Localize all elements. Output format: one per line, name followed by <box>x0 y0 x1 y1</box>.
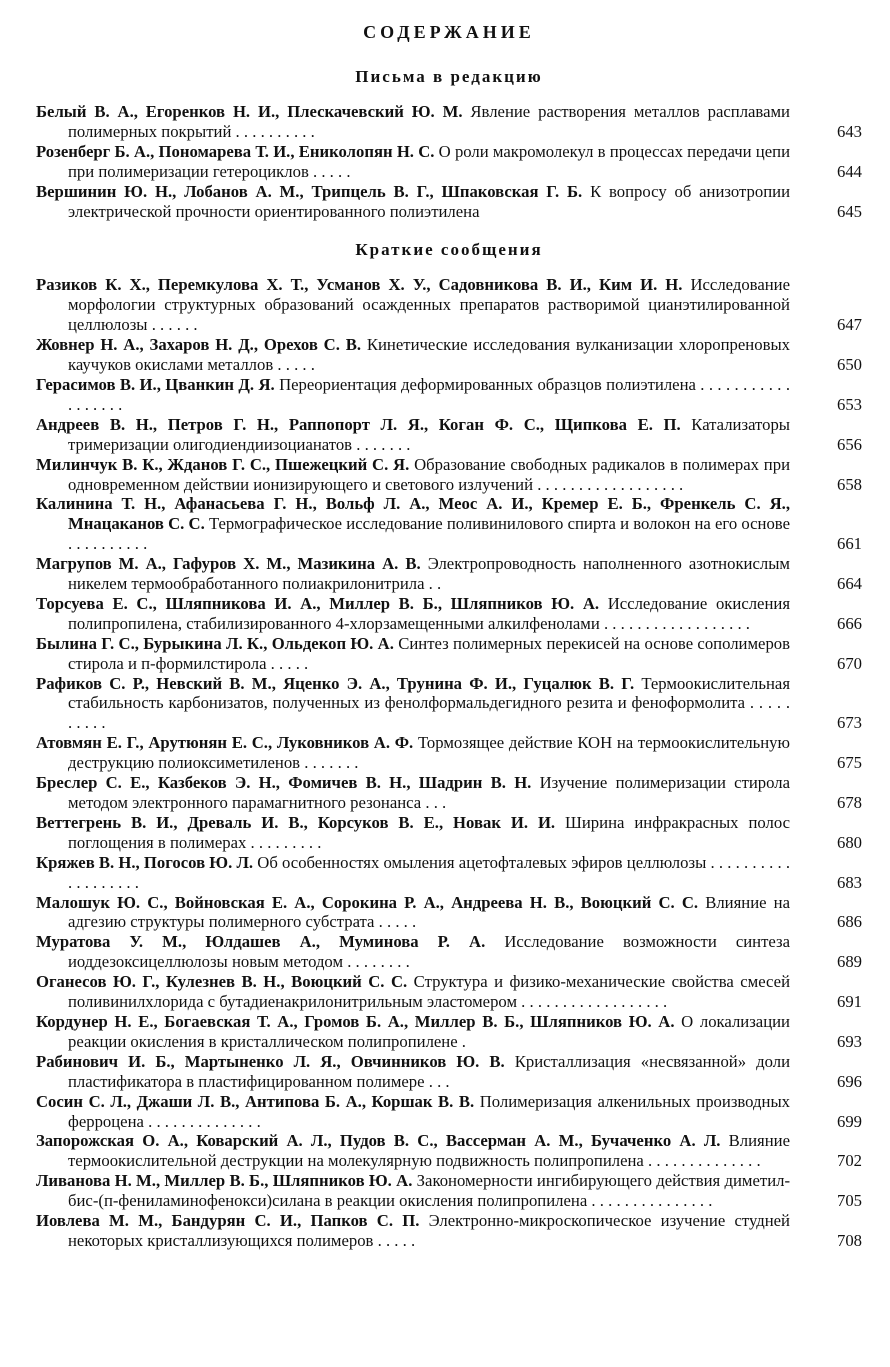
toc-entry-page-number: 696 <box>836 1071 862 1091</box>
toc-entry-title: Кинетические исследования вулканизации хлоропреновых каучуков окислами металлов . . . . . <box>68 335 791 375</box>
toc-entry-text <box>36 1092 818 1132</box>
toc-entry <box>36 1052 862 1092</box>
toc-entry-page-number: 708 <box>836 1230 862 1250</box>
toc-entry-page-number: 656 <box>836 434 862 454</box>
section-letters <box>36 66 862 221</box>
toc-entry <box>36 674 862 734</box>
toc-entry <box>36 1092 862 1132</box>
toc-entry-authors: Торсуева Е. С., Шляпникова И. А., Миллер В. Б., Шляпников Ю. А. <box>36 593 600 613</box>
toc-entry-title: Исследование возможности синтеза иоддезоксицеллюлозы новым методом . . . . . . . . <box>68 932 790 972</box>
toc-entry-authors: Атовмян Е. Г., Арутюнян Е. С., Луковников А. Ф. <box>36 733 414 753</box>
toc-entry-authors: Веттегрень В. И., Древаль И. В., Корсуков В. Е., Новак И. И. <box>36 812 556 832</box>
toc-entry-authors: Рафиков С. Р., Невский В. М., Яценко Э. А., Трунина Ф. И., Гуцалюк В. Г. <box>36 673 635 693</box>
toc-entry-page-number: 643 <box>836 121 862 141</box>
toc-entry-page-number: 645 <box>836 201 862 221</box>
toc-entry-text <box>36 554 818 594</box>
toc-entry-text <box>36 773 818 813</box>
toc-entry-text <box>36 1131 818 1171</box>
toc-entry <box>36 1012 862 1052</box>
toc-entry-text <box>36 275 818 335</box>
toc-entry-page-number: 689 <box>836 952 862 972</box>
toc-entry-title: Исследование морфологии структурных образований осажденных препаратов растворимой цианэтилированной целлюлозы . . . . . . <box>68 275 790 335</box>
toc-entry <box>36 494 862 554</box>
toc-entry <box>36 972 862 1012</box>
page-title: СОДЕРЖАНИЕ <box>363 22 535 42</box>
toc-entry-authors: Магрупов М. А., Гафуров Х. М., Мазикина А. В. <box>36 554 421 574</box>
toc-entry-title: Влияние на адгезию структуры полимерного субстрата . . . . . <box>68 892 791 932</box>
toc-entry <box>36 813 862 853</box>
toc-entry-authors: Малошук Ю. С., Войновская Е. А., Сорокина Р. А., Андреева Н. В., Воюцкий С. С. <box>36 892 699 912</box>
section-title-letters: Письма в редакцию <box>355 67 543 86</box>
toc-entry-title: Электронно-микроскопическое изучение студней некоторых кристаллизующихся полимеров . . . . . <box>68 1211 790 1250</box>
toc-entry-text <box>36 1171 818 1211</box>
toc-entry-page-number: 686 <box>836 912 862 932</box>
toc-entry-page-number: 650 <box>836 355 862 375</box>
toc-entry-authors: Милинчук В. К., Жданов Г. С., Пшежецкий С. Я. <box>36 454 410 474</box>
toc-entry-text <box>36 733 818 773</box>
toc-entry-text <box>36 102 818 142</box>
toc-entry-authors: Муратова У. М., Юлдашев А., Муминова Р. А. <box>36 932 486 952</box>
toc-entry <box>36 733 862 773</box>
toc-entry <box>36 932 862 972</box>
toc-entry <box>36 634 862 674</box>
toc-entry-title: Переориентация деформированных образцов полиэтилена . . . . . . . . . . . . . . . . . . <box>68 374 790 414</box>
toc-entry-title: Электропроводность наполненного азотнокислым никелем термообработанного полиакрилонитрила . . <box>68 554 790 594</box>
toc-entry-authors: Оганесов Ю. Г., Кулезнев В. Н., Воюцкий С. С. <box>36 972 408 992</box>
toc-entry <box>36 853 862 893</box>
toc-entry-page-number: 666 <box>836 613 862 633</box>
toc-entry-authors: Герасимов В. И., Цванкин Д. Я. <box>36 374 275 394</box>
toc-entry-page-number: 702 <box>836 1151 862 1171</box>
toc-entry-title: Кристаллизация «несвязанной» доли пластификатора в пластифицированном полимере . . . <box>68 1051 791 1091</box>
toc-entry-text <box>36 813 818 853</box>
toc-entry-title: Изучение полимеризации стирола методом электронного парамагнитного резонанса . . . <box>68 773 790 812</box>
toc-entry-text <box>36 494 818 554</box>
toc-entry-page-number: 693 <box>836 1031 862 1051</box>
toc-entry-page-number: 661 <box>836 534 862 554</box>
toc-entry-text <box>36 142 818 182</box>
toc-entry-page-number: 678 <box>836 793 862 812</box>
toc-entry-page-number: 673 <box>836 713 862 733</box>
toc-entry-page-number: 670 <box>836 653 862 673</box>
toc-entry-text <box>36 972 818 1012</box>
section-title-short-communications: Краткие сообщения <box>355 240 543 260</box>
toc-entry-title: Исследование окисления полипропилена, стабилизированного 4-хлорзамещенными алкилфенолами . . . . . . . . . . . . . . . . . . <box>68 593 790 633</box>
toc-entry <box>36 1171 862 1211</box>
toc-entry-title: Тормозящее действие КОН на термоокислительную деструкцию полиоксиметиленов . . . . . . . <box>68 733 790 773</box>
toc-entry <box>36 335 862 375</box>
toc-entry-page-number: 644 <box>836 161 862 181</box>
toc-entry-title: К вопросу об анизотропии электрической прочности ориентированного полиэтилена <box>68 181 791 221</box>
toc-entry-title: Влияние термоокислительной деструкции на молекулярную подвижность полипропилена . . . . . . . . . . . . . . <box>68 1131 791 1171</box>
toc-entry-page-number: 664 <box>836 574 862 594</box>
toc-entry <box>36 594 862 634</box>
entry-list <box>36 102 862 221</box>
toc-entry <box>36 1211 862 1251</box>
toc-entry-text <box>36 335 818 375</box>
toc-entry-title: Термоокислительная стабильность карбонизатов, полученных из фенолформальдегидного резита и феноформолита . . . . . . . . . . <box>68 673 790 733</box>
toc-entry-text <box>36 674 818 734</box>
toc-entry-title: Синтез полимерных перекисей на основе сополимеров стирола и п-формилстирола . . . . . <box>68 633 791 673</box>
toc-entry-title: О роли макромолекул в процессах передачи цепи при полимеризации гетероциклов . . . . . <box>68 141 791 181</box>
toc-entry-text <box>36 375 818 415</box>
toc-entry-authors: Калинина Т. Н., Афанасьева Г. Н., Вольф Л. А., Меос А. И., Кремер Е. Б., Френкель С. Я., Мнацаканов С. С. <box>36 494 790 534</box>
toc-entry-page-number: 705 <box>836 1191 862 1211</box>
toc-entry-authors: Жовнер Н. А., Захаров Н. Д., Орехов С. В. <box>36 335 362 355</box>
toc-entry-authors: Бреслер С. Е., Казбеков Э. Н., Фомичев В. Н., Шадрин В. Н. <box>36 773 532 793</box>
toc-entry <box>36 182 862 222</box>
toc-entry-page-number: 683 <box>836 872 862 892</box>
toc-entry-title: Образование свободных радикалов в полимерах при одновременном действии ионизирующего и светового излучений . . . . . . . . . . . . . . . . . . <box>68 454 791 494</box>
toc-entry-authors: Андреев В. Н., Петров Г. Н., Раппопорт Л. Я., Коган Ф. С., Щипкова Е. П. <box>36 414 681 434</box>
toc-entry-authors: Рабинович И. Б., Мартыненко Л. Я., Овчинников Ю. В. <box>36 1051 505 1071</box>
toc-entry-title: О локализации реакции окисления в кристаллическом полипропилене . <box>68 1011 790 1051</box>
toc-entry <box>36 102 862 142</box>
toc-entry-page-number: 680 <box>836 832 862 852</box>
toc-entry-title: Явление растворения металлов расплавами полимерных покрытий . . . . . . . . . . <box>68 102 790 141</box>
toc-entry-page-number: 653 <box>836 394 862 414</box>
toc-entry <box>36 893 862 933</box>
toc-entry-title: Ширина инфракрасных полос поглощения в полимерах . . . . . . . . . <box>68 812 791 852</box>
toc-entry-authors: Розенберг Б. А., Пономарева Т. И., Ениколопян Н. С. <box>36 141 435 161</box>
toc-entry-page-number: 675 <box>836 753 862 773</box>
toc-entry-authors: Ливанова Н. М., Миллер В. Б., Шляпников Ю. А. <box>36 1171 413 1191</box>
toc-entry <box>36 375 862 415</box>
toc-entry-authors: Белый В. А., Егоренков Н. И., Плескачевский Ю. М. <box>36 102 463 121</box>
toc-entry-text <box>36 634 818 674</box>
toc-entry-title: Катализаторы тримеризации олигодиендиизоцианатов . . . . . . . <box>68 414 791 454</box>
toc-entry-text <box>36 1012 818 1052</box>
toc-entry-text <box>36 1211 818 1251</box>
toc-entry-page-number: 647 <box>836 315 862 335</box>
toc-entry <box>36 415 862 455</box>
toc-entry-page-number: 691 <box>836 992 862 1012</box>
toc-entry-text <box>36 932 818 972</box>
toc-entry-title: Об особенностях омыления ацетофталевых эфиров целлюлозы . . . . . . . . . . . . . . . . . . . <box>68 852 791 892</box>
toc-entry-page-number: 699 <box>836 1111 862 1131</box>
toc-entry-text <box>36 594 818 634</box>
toc-entry-title: Структура и физико-механические свойства смесей поливинилхлорида с бутадиенакрилонитрильным эластомером . . . . . . . . . . . . . . . . . . <box>68 972 791 1012</box>
toc-entry-page-number: 658 <box>836 474 862 494</box>
toc-entry-text <box>36 853 818 893</box>
toc-entry <box>36 455 862 495</box>
toc-entry-authors: Запорожская О. А., Коварский А. Л., Пудов В. С., Вассерман А. М., Бучаченко А. Л. <box>36 1131 721 1151</box>
toc-entry <box>36 142 862 182</box>
toc-entry-title: Полимеризация алкенильных производных ферроцена . . . . . . . . . . . . . . <box>68 1091 791 1131</box>
toc-entry-authors: Вершинин Ю. Н., Лобанов А. М., Трипцель В. Г., Шпаковская Г. Б. <box>36 181 583 201</box>
toc-entry-text <box>36 1052 818 1092</box>
toc-entry-title: Термографическое исследование поливинилового спирта и волокон на его основе . . . . . . . . . . <box>68 514 790 554</box>
toc-entry-authors: Иовлева М. М., Бандурян С. И., Папков С. П. <box>36 1211 420 1231</box>
toc-entry-authors: Сосин С. Л., Джаши Л. В., Антипова Б. А., Коршак В. В. <box>36 1091 475 1111</box>
toc-entry-text <box>36 182 818 222</box>
toc-entry <box>36 773 862 813</box>
toc-entry <box>36 1131 862 1171</box>
toc-entry <box>36 554 862 594</box>
toc-entry-authors: Кряжев В. Н., Погосов Ю. Л. <box>36 852 254 872</box>
toc-entry-text <box>36 893 818 933</box>
toc-entry-authors: Разиков К. Х., Перемкулова Х. Т., Усманов Х. У., Садовникова В. И., Ким И. Н. <box>36 275 683 295</box>
toc-entry-authors: Кордунер Н. Е., Богаевская Т. А., Громов Б. А., Миллер В. Б., Шляпников Ю. А. <box>36 1011 675 1031</box>
entry-list <box>36 275 862 1250</box>
toc-entry-text <box>36 455 818 495</box>
toc-entry <box>36 275 862 335</box>
toc-entry-authors: Былина Г. С., Бурыкина Л. К., Ольдекоп Ю. А. <box>36 633 394 653</box>
toc-entry-title: Закономерности ингибирующего действия диметил-бис-(п-фениламинофенокси)силана в реакции окисления полипропилена . . . . . . . . . . . . . . . <box>68 1171 791 1211</box>
section-short-communications <box>36 239 862 1250</box>
toc-entry-text <box>36 415 818 455</box>
